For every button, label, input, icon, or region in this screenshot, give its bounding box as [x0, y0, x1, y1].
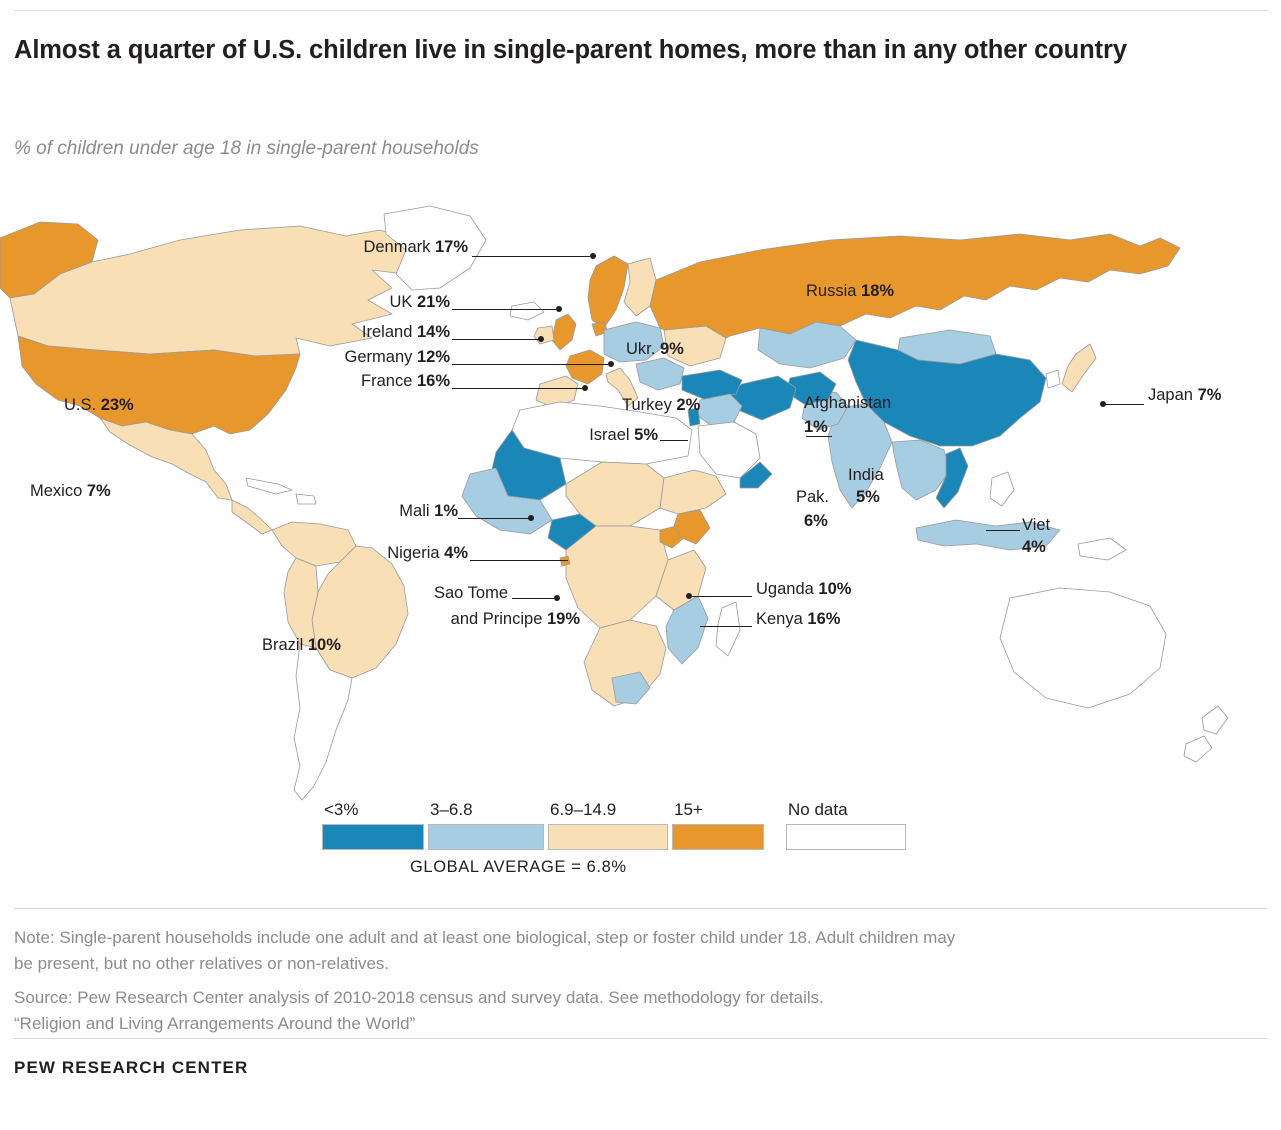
leader-ireland: [452, 339, 538, 340]
leader-france: [452, 388, 582, 389]
legend-item-69-149: [548, 800, 668, 850]
country-russia: [650, 234, 1180, 338]
country-philippines: [990, 472, 1014, 506]
map-label-uk: UK 21%: [389, 293, 450, 311]
country-mexico: [100, 418, 232, 500]
country-png: [1078, 538, 1126, 560]
leader-dot-mali: [528, 515, 534, 521]
leader-dot-ireland: [538, 336, 544, 342]
country-horn-africa: [660, 470, 726, 514]
country-sao-tome: [560, 556, 570, 566]
country-central-america: [232, 500, 272, 534]
leader-afghanistan: [806, 436, 832, 437]
leader-dot-denmark: [590, 253, 596, 259]
legend-swatch-3-68: [428, 824, 544, 850]
leader-germany: [452, 364, 608, 365]
brand-label: PEW RESEARCH CENTER: [14, 1058, 249, 1077]
legend-label-lt3: <3%: [324, 800, 359, 819]
legend-item-15plus: [672, 800, 764, 850]
map-label-brazil: Brazil 10%: [262, 636, 341, 654]
map-label-vietnam: Viet: [1022, 516, 1051, 534]
leader-israel: [660, 440, 688, 441]
country-norway-sweden: [588, 256, 628, 328]
map-label-mexico: Mexico 7%: [30, 482, 111, 500]
page-title: Almost a quarter of U.S. children live in single-parent homes, more than in any other country: [14, 36, 1127, 64]
country-japan: [1062, 344, 1096, 392]
country-drc-angola: [566, 526, 668, 628]
country-korea: [1046, 370, 1060, 388]
map-label-india: India: [848, 466, 884, 484]
country-australia: [1000, 588, 1166, 708]
leader-uk: [452, 309, 556, 310]
map-label-uganda: Uganda 10%: [756, 580, 852, 598]
map-label-pakistan-value: 6%: [804, 512, 828, 530]
leader-kenya: [700, 626, 752, 627]
legend-swatch-no-data: [786, 824, 906, 850]
leader-dot-uk: [556, 306, 562, 312]
leader-dot-france: [582, 385, 588, 391]
leader-vietnam: [986, 530, 1020, 531]
country-madagascar: [716, 602, 740, 656]
note-line-2: be present, but no other relatives or non-relatives.: [14, 954, 390, 974]
map-label-nigeria: Nigeria 4%: [387, 544, 468, 562]
leader-mali: [458, 518, 530, 519]
country-france: [566, 350, 604, 384]
map-label-india-value: 5%: [856, 488, 880, 506]
map-label-denmark: Denmark 17%: [363, 238, 468, 256]
legend-item-no-data: [786, 800, 906, 850]
map-label-israel: Israel 5%: [589, 426, 658, 444]
legend: [322, 800, 922, 877]
world-map: [0, 178, 1281, 818]
map-label-russia: Russia 18%: [806, 282, 895, 300]
map-label-pakistan: Pak.: [796, 488, 830, 506]
leader-dot-uganda: [686, 593, 692, 599]
page-subtitle: % of children under age 18 in single-parent households: [14, 138, 479, 159]
legend-swatch-15plus: [672, 824, 764, 850]
world-map-svg: [0, 178, 1281, 818]
map-label-afghanistan-value: 1%: [804, 418, 828, 436]
map-label-saotome-line2: and Principe 19%: [450, 610, 580, 628]
map-label-germany: Germany 12%: [344, 348, 450, 366]
map-label-kenya: Kenya 16%: [756, 610, 841, 628]
leader-saotome: [512, 598, 554, 599]
top-divider: [14, 10, 1267, 11]
country-peru-bolivia: [284, 558, 318, 648]
map-label-japan: Japan 7%: [1148, 386, 1222, 404]
footer-bottom-divider: [14, 1038, 1267, 1039]
footer-notes: [14, 925, 1264, 1038]
map-label-saotome-line1: Sao Tome: [434, 584, 508, 602]
legend-label-no-data: No data: [788, 800, 848, 819]
legend-swatch-lt3: [322, 824, 424, 850]
country-cuba: [246, 478, 292, 494]
legend-row: [322, 800, 922, 850]
leader-dot-saotome: [554, 595, 560, 601]
map-label-turkey: Turkey 2%: [622, 396, 701, 414]
leader-japan: [1106, 404, 1144, 405]
map-label-vietnam-value: 4%: [1022, 538, 1046, 556]
legend-swatch-69-149: [548, 824, 668, 850]
country-new-zealand-south: [1184, 736, 1212, 762]
legend-label-3-68: 3–6.8: [430, 800, 473, 819]
leader-uganda: [692, 596, 752, 597]
leader-nigeria: [470, 560, 568, 561]
map-label-afghanistan: Afghanistan: [804, 394, 892, 412]
map-label-ireland: Ireland 14%: [361, 323, 450, 341]
source-line: Source: Pew Research Center analysis of 2010-2018 census and survey data. See methodology for details.: [14, 988, 824, 1008]
legend-item-3-68: [428, 800, 544, 850]
map-label-us: U.S. 23%: [64, 396, 134, 414]
legend-label-69-149: 6.9–14.9: [550, 800, 617, 819]
country-balkans: [636, 358, 684, 390]
legend-label-15plus: 15+: [674, 800, 703, 819]
country-uk: [552, 314, 576, 350]
country-ireland: [534, 326, 554, 344]
leader-dot-germany: [608, 361, 614, 367]
map-label-ukraine: Ukr. 9%: [626, 340, 684, 358]
leader-dot-japan: [1100, 401, 1106, 407]
note-line-1: Note: Single-parent households include one adult and at least one biological, step or foster child under 18. Adult children may: [14, 928, 956, 947]
leader-denmark: [472, 256, 590, 257]
report-title: “Religion and Living Arrangements Around the World”: [14, 1014, 416, 1034]
footer-top-divider: [14, 908, 1267, 909]
map-label-mali: Mali 1%: [399, 502, 458, 520]
country-new-zealand: [1202, 706, 1228, 734]
legend-global-average: GLOBAL AVERAGE = 6.8%: [410, 858, 627, 876]
legend-item-lt3: [322, 800, 424, 850]
map-label-france: France 16%: [361, 372, 450, 390]
country-iceland: [510, 302, 544, 320]
